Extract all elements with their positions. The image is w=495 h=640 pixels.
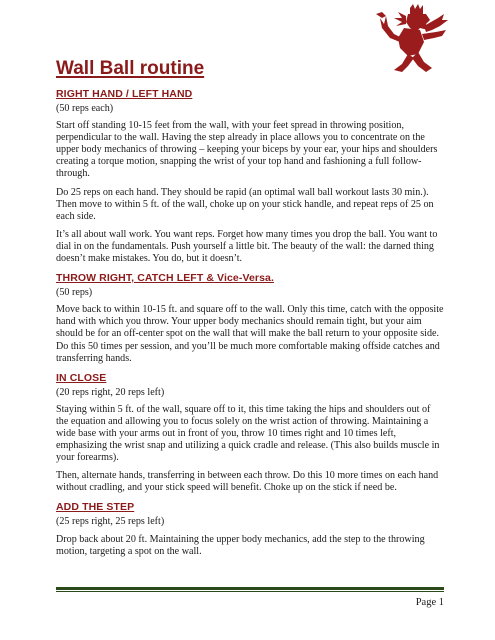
- section-reps-note: (20 reps right, 20 reps left): [56, 386, 165, 398]
- page-number: Page 1: [415, 597, 444, 608]
- section-heading: ADD THE STEP: [56, 501, 135, 514]
- section-paragraph: It’s all about wall work. You want reps. Forget how many times you drop the ball. You want to dial in on the fundamentals. Push yourself a little bit. The beauty of the wall: the darned thing doesn’t make mistakes. You do, but it doesn’t.: [56, 228, 438, 265]
- footer-divider: [56, 587, 444, 590]
- section-paragraph: Start off standing 10-15 feet from the wall, with your feet spread in throwing position, perpendicular to the wall. Having the step already in place allows you to concentrate on the upper body mechanics of throwing – keeping your biceps by your ear, your hips and shoulders creating a torque motion, snapping the wrist of your top hand and fashioning a full follow-through.: [56, 120, 438, 180]
- section-paragraph: Do 25 reps on each hand. They should be rapid (an optimal wall ball workout lasts 30 min.). Then move to within 5 ft. of the wall, choke up on your stick handle, and repeat reps of 25 on each side.: [56, 186, 434, 222]
- section-heading: IN CLOSE: [56, 371, 107, 384]
- section-reps-note: (25 reps right, 25 reps left): [56, 516, 165, 528]
- section-reps-note: (50 reps each): [56, 103, 114, 114]
- section-paragraph: Then, alternate hands, transferring in between each throw. Do this 10 more times on each hand without cradling, and your stick speed will benefit. Choke up on the stick if need be.: [56, 470, 439, 494]
- section-paragraph: Move back to within 10-15 ft. and square off to the wall. Only this time, catch with the opposite hand with which you throw. Your upper body mechanics should remain tight, but your aim should be for an off-center spot on the wall that will make the ball return to your opposite side. Do this 50 times per session, and you’ll be much more comfortable making offside catches and transferring hands.: [56, 304, 444, 364]
- section-paragraph: Drop back about 20 ft. Maintaining the upper body mechanics, add the step to the throwing motion, targeting a spot on the wall.: [56, 533, 425, 557]
- section-right-left-hand: [56, 88, 444, 265]
- section-paragraph: Staying within 5 ft. of the wall, square off to it, this time taking the hips and shoulders out of the equation and allowing you to focus solely on the wrist action of throwing. Maintaining a wide base with your arms out in front of you, throw 10 times right and 10 times left, emphasizing the wrist snap and utilizing a quick cradle and release. (This also builds muscle in your forearms).: [56, 403, 440, 464]
- footer-divider-thin: [56, 591, 444, 592]
- section-in-close: [56, 372, 444, 495]
- section-throw-right-catch-left: [56, 272, 444, 365]
- section-reps-note: (50 reps): [56, 287, 93, 299]
- document-body: [56, 58, 444, 564]
- section-heading: THROW RIGHT, CATCH LEFT & Vice-Versa.: [56, 272, 275, 285]
- section-heading: RIGHT HAND / LEFT HAND: [56, 88, 193, 100]
- document-title: Wall Ball routine: [56, 58, 205, 79]
- section-add-the-step: [56, 501, 444, 557]
